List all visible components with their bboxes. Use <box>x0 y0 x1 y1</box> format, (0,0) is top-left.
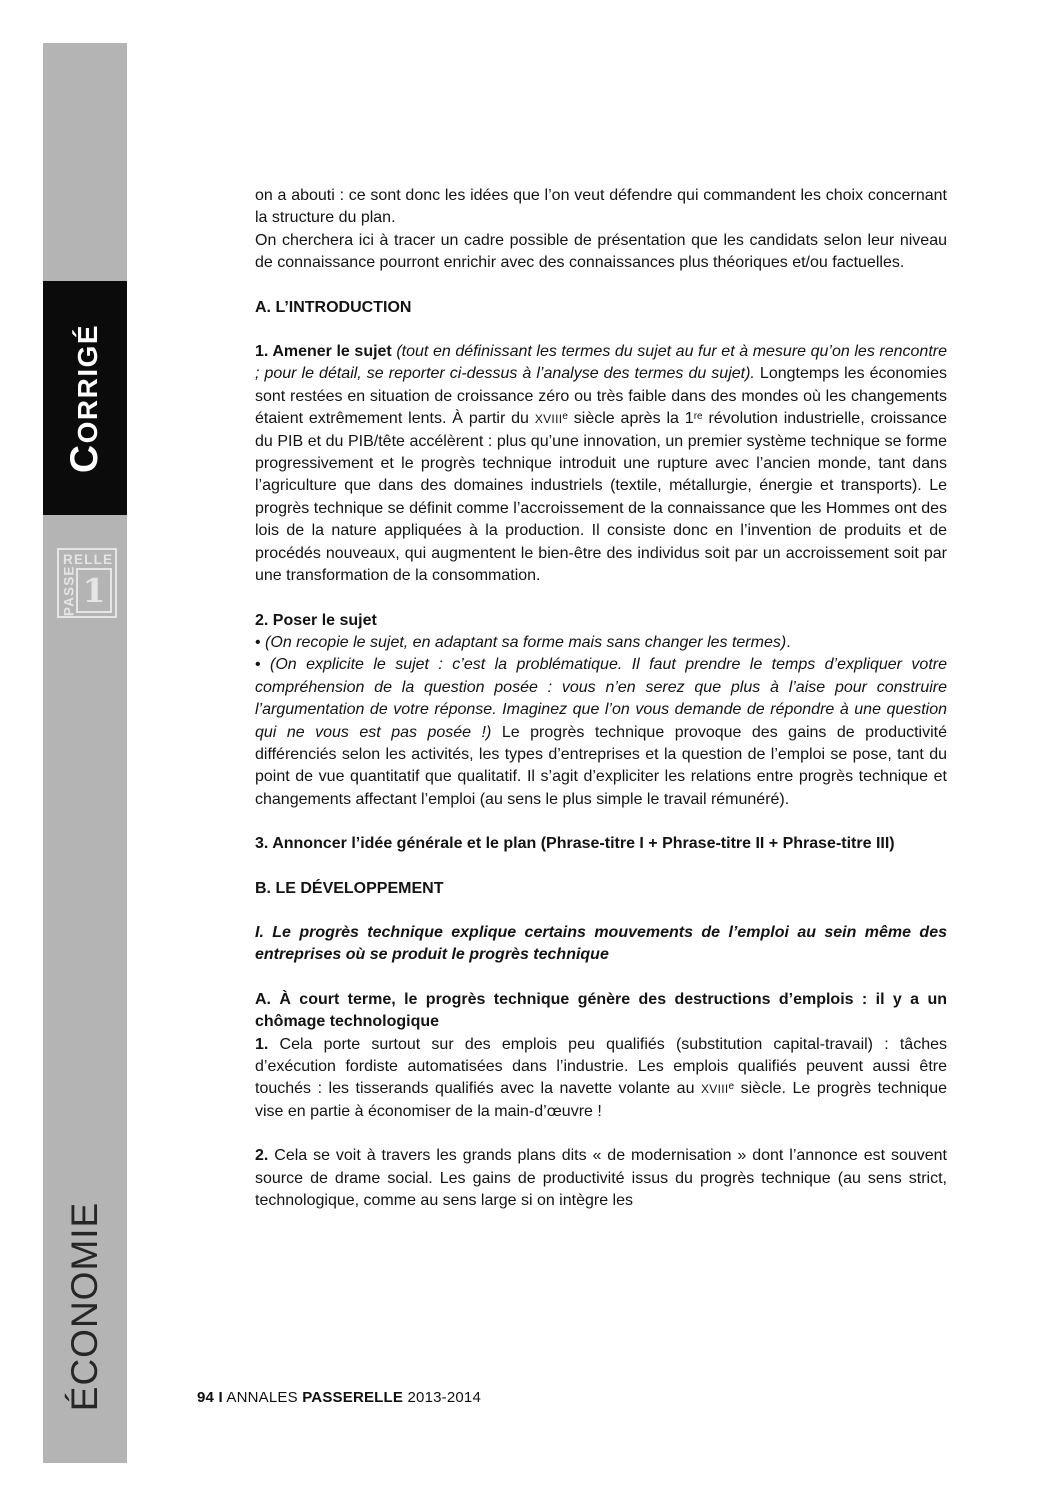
text-run: re <box>693 411 703 423</box>
heading <box>255 922 947 967</box>
text-run: 1. <box>255 1035 280 1053</box>
text-run: siècle après la 1 <box>567 410 694 428</box>
heading <box>255 833 947 855</box>
text-run: siècle. Le progrès technique vise en partie à économiser de la main-d’œuvre ! <box>255 1080 947 1120</box>
heading <box>255 610 947 632</box>
paragraph <box>255 185 947 230</box>
corrige-label-rest: ORRIGÉ <box>72 323 104 443</box>
badge-number-box: 1 <box>76 568 112 613</box>
text-run: 3. Annoncer l’idée générale et le plan (Phrase-titre I + Phrase-titre II + Phrase-titre III) <box>255 835 895 853</box>
text-run: XVIII <box>701 1082 729 1097</box>
corrige-section-box <box>43 281 127 515</box>
text-run: révolution industrielle, croissance du PIB et du PIB/tête accélèrent : plus qu’une innovation, un premier système technique se forme progressivement et le progrès technique introduit une rupture avec l’ancien monde, tant dans l’agriculture que dans des domaines industriels (textile, métallurgie, énergie et transports). Le progrès technique se définit comme l’accroissement de la connaissance que les Hommes ont des lois de la nature appliquées à la production. Il consiste donc en l’invention de produits et de procédés nouveaux, qui augmentent le bien-être des individus soit par un accroissement soit par une transformation de la consommation. <box>255 410 947 585</box>
footer-brand: PASSERELLE <box>302 1389 404 1406</box>
badge-text-relle: RELLE <box>63 552 114 567</box>
passerelle-badge <box>57 548 117 618</box>
text-run: (On explicite le sujet : c’est la problématique. Il faut prendre le temps d’expliquer votre compréhension de la question posée : vous n’en serez que plus à l’aise pour construire l’argumentation de votre réponse. Imaginez que l’on vous demande de répondre à une question qui ne vous est pas posée !) <box>255 656 947 741</box>
text-run: • <box>255 656 271 674</box>
text-run: 1. Amener le sujet <box>255 343 397 361</box>
text-run: Le progrès technique provoque des gains de productivité différenciés selon les activités, les types d’entreprises et la question de l’emploi se pose, tant du point de vue quantitatif que qualitatif. Il s’agit d’expliciter les relations entre progrès technique et changements affectant l’emploi (au sens le plus simple le travail rémunéré). <box>255 723 948 808</box>
badge-text-passe: PASSE <box>61 565 77 616</box>
paragraph <box>255 1034 947 1124</box>
footer-series: ANNALES <box>226 1389 298 1406</box>
corrige-vertical-label <box>63 323 107 473</box>
badge-row <box>61 565 112 616</box>
footer-separator: I <box>218 1389 223 1406</box>
subject-vertical-label: ÉCONOMIE <box>64 1201 106 1412</box>
text-run: A. L’INTRODUCTION <box>255 298 412 316</box>
text-run: e <box>562 411 568 423</box>
heading <box>255 297 947 319</box>
subject-vertical-label-wrap <box>43 1150 127 1463</box>
paragraph <box>255 341 947 587</box>
text-run: (tout en définissant les termes du sujet au fur et à mesure qu’on les rencontre ; pour le détail, se reporter ci-dessus à l’analyse des termes du sujet). <box>255 343 947 383</box>
corrige-label-initial: C <box>63 442 107 473</box>
text-run: • <box>255 633 266 651</box>
page-footer <box>197 1389 481 1406</box>
text-run: Cela porte surtout sur des emplois peu qualifiés (substitution capital-travail) : tâches d’exécution fordiste automatisées dans l’industrie. Les emplois qualifiés peuvent aussi être touchés : les tisserands qualifiés avec la navette volante au <box>255 1035 947 1098</box>
paragraph <box>255 1145 947 1212</box>
text-run: XVIII <box>534 412 563 427</box>
text-run: On cherchera ici à tracer un cadre possible de présentation que les candidats selon leur niveau de connaissance pourront enrichir avec des connaissances plus théoriques et/ou factuelles. <box>255 231 947 272</box>
text-run: B. LE DÉVELOPPEMENT <box>255 879 444 897</box>
text-run: . <box>786 633 791 651</box>
footer-years: 2013-2014 <box>407 1389 482 1406</box>
text-run: 2. Poser le sujet <box>255 611 377 629</box>
text-run: (On recopie le sujet, en adaptant sa forme mais sans changer les termes) <box>265 633 787 651</box>
text-run: I. Le progrès technique explique certains mouvements de l’emploi au sein même des entreprises où se produit le progrès technique <box>255 923 947 964</box>
heading <box>255 989 947 1034</box>
paragraph <box>255 632 947 654</box>
text-run: Cela se voit à travers les grands plans dits « de modernisation » dont l’annonce est souvent source de drame social. Les gains de productivité issus du progrès technique (au sens strict, technologique, comme au sens large si on intègre les <box>255 1147 948 1210</box>
heading <box>255 878 947 900</box>
text-run: Longtemps les économies sont restées en situation de croissance zéro ou très faible dans des mondes où les changements étaient extrêmement lents. À partir du <box>255 365 948 428</box>
footer-page-number: 94 <box>197 1389 215 1406</box>
paragraph <box>255 654 947 811</box>
text-run: 2. <box>255 1147 275 1165</box>
paragraph <box>255 230 947 275</box>
text-run: on a abouti : ce sont donc les idées que l’on veut défendre qui commandent les choix concernant la structure du plan. <box>255 187 947 227</box>
content-column <box>255 185 947 1212</box>
text-run: e <box>728 1081 735 1093</box>
text-run: A. À court terme, le progrès technique génère des destructions d’emplois : il y a un chômage technologique <box>255 990 947 1031</box>
